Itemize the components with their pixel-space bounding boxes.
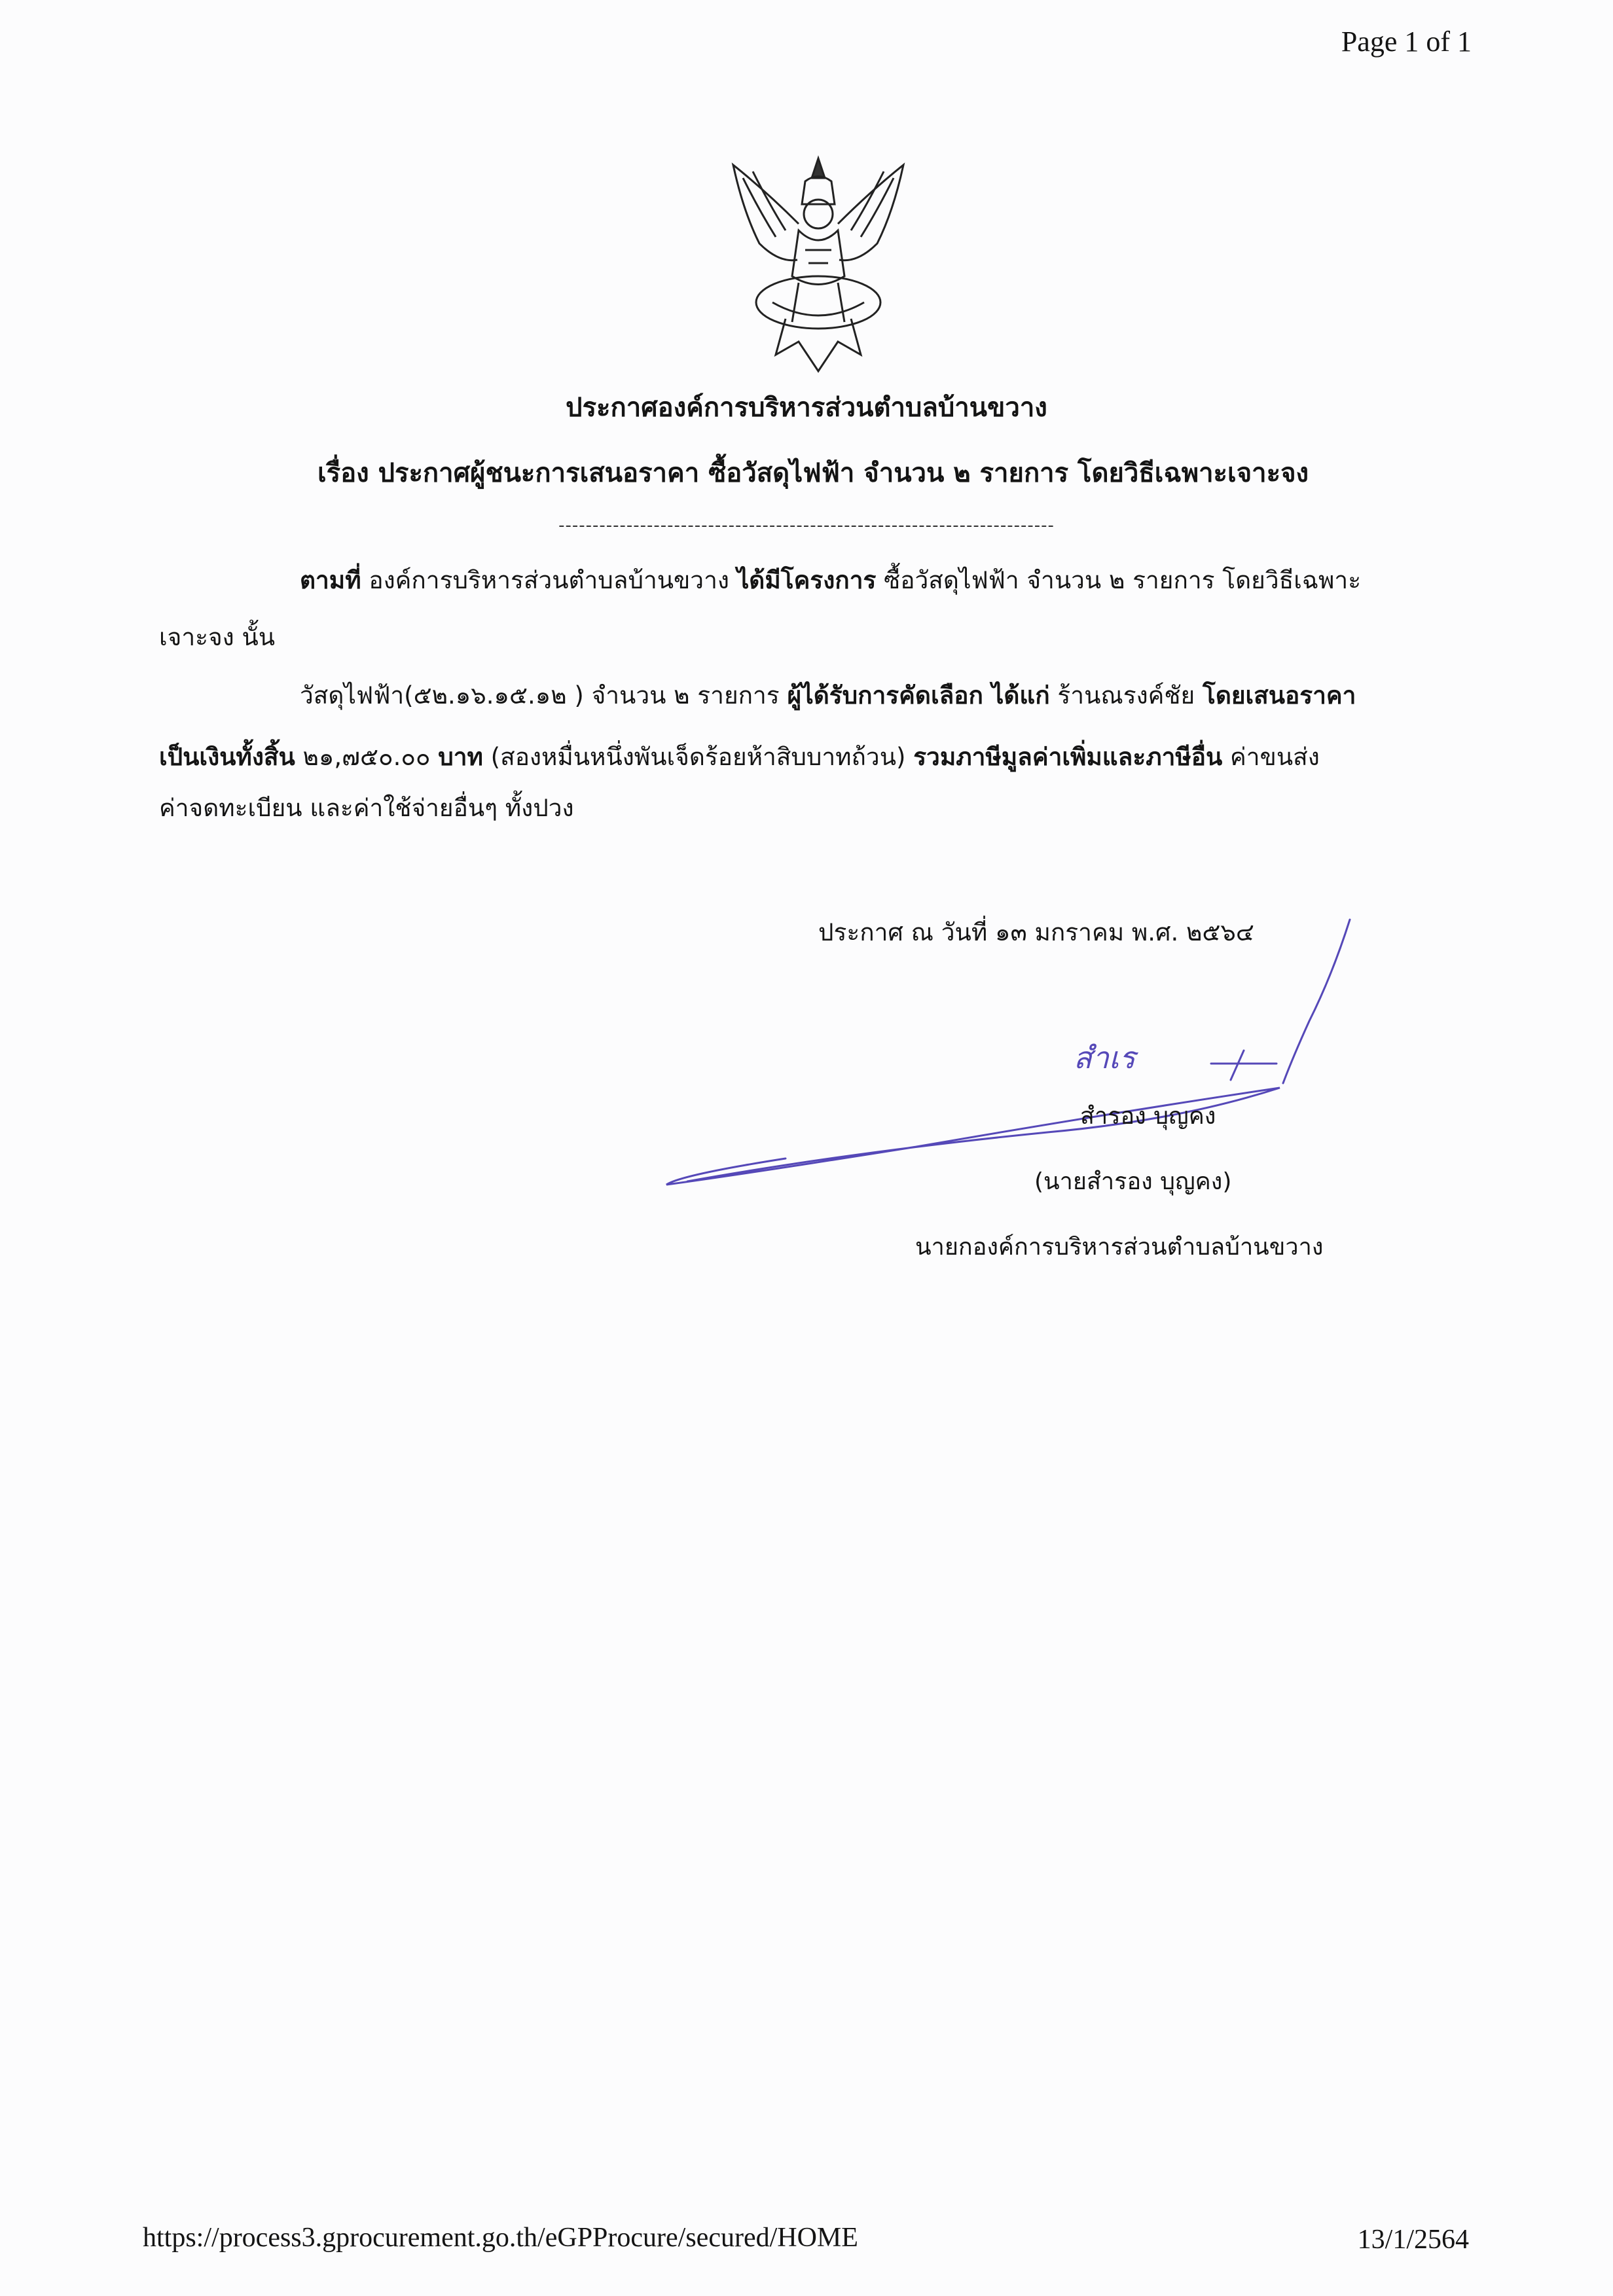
p2-bold1: ผู้ได้รับการคัดเลือก ได้แก่ [787, 681, 1050, 709]
footer-url: https://process3.gprocurement.go.th/eGPProcure/secured/HOME [143, 2223, 858, 2253]
signature-scribble: สำเร [1074, 1040, 1136, 1075]
announcement-date: ประกาศ ณ วันที่ ๑๓ มกราคม พ.ศ. ๒๕๖๔ [818, 918, 1254, 946]
p2-words: (สองหมื่นหนึ่งพันเจ็ดร้อยห้าสิบบาทถ้วน) [482, 743, 914, 771]
paragraph-1-line-2: เจาะจง นั้น [159, 623, 276, 651]
signer-name: สำรอง บุญคง [1080, 1103, 1216, 1130]
signer-title: นายกองค์การบริหารส่วนตำบลบ้านขวาง [915, 1234, 1324, 1261]
title-divider: ------------------------------------------------------------------------- [558, 516, 1055, 535]
paragraph-2-line-3: ค่าจดทะเบียน และค่าใช้จ่ายอื่นๆ ทั้งปวง [159, 794, 574, 822]
paragraph-2-line-1 [300, 683, 1356, 708]
p1-tail: ซื้อวัสดุไฟฟ้า จำนวน ๒ รายการ โดยวิธีเฉพาะ [876, 566, 1362, 594]
handwritten-signature [655, 916, 1407, 1211]
signer-full-name: (นายสำรอง บุญคง) [1034, 1168, 1232, 1195]
p2-bold2: โดยเสนอราคา [1202, 681, 1356, 709]
p1-rest: องค์การบริหารส่วนตำบลบ้านขวาง [361, 566, 737, 594]
p2-part1: วัสดุไฟฟ้า(๕๒.๑๖.๑๕.๑๒ ) จำนวน ๒ รายการ [300, 681, 788, 709]
garuda-emblem-icon [714, 152, 923, 378]
p1-bold: ได้มีโครงการ [736, 566, 877, 594]
p2-bold2b: รวมภาษีมูลค่าเพิ่มและภาษีอื่น [913, 743, 1223, 771]
p1-lead: ตามที่ [300, 566, 361, 594]
p2-line2-bold: เป็นเงินทั้งสิ้น [159, 743, 295, 771]
document-title: ประกาศองค์การบริหารส่วนตำบลบ้านขวาง [566, 393, 1047, 423]
p2-baht: บาท [438, 743, 483, 771]
p2-line2-tail: ค่าขนส่ง [1222, 743, 1320, 771]
paragraph-1-line-1 [300, 568, 1361, 592]
page-number-label: Page 1 of 1 [1341, 26, 1472, 58]
p2-amount: ๒๑,๗๕๐.๐๐ [295, 743, 439, 771]
paragraph-2-line-2 [159, 745, 1320, 769]
footer-date: 13/1/2564 [1357, 2225, 1469, 2255]
document-subject: เรื่อง ประกาศผู้ชนะการเสนอราคา ซื้อวัสดุไฟฟ้า จำนวน ๒ รายการ โดยวิธีเฉพาะเจาะจง [317, 458, 1309, 488]
p2-part2: ร้านณรงค์ชัย [1049, 681, 1203, 709]
